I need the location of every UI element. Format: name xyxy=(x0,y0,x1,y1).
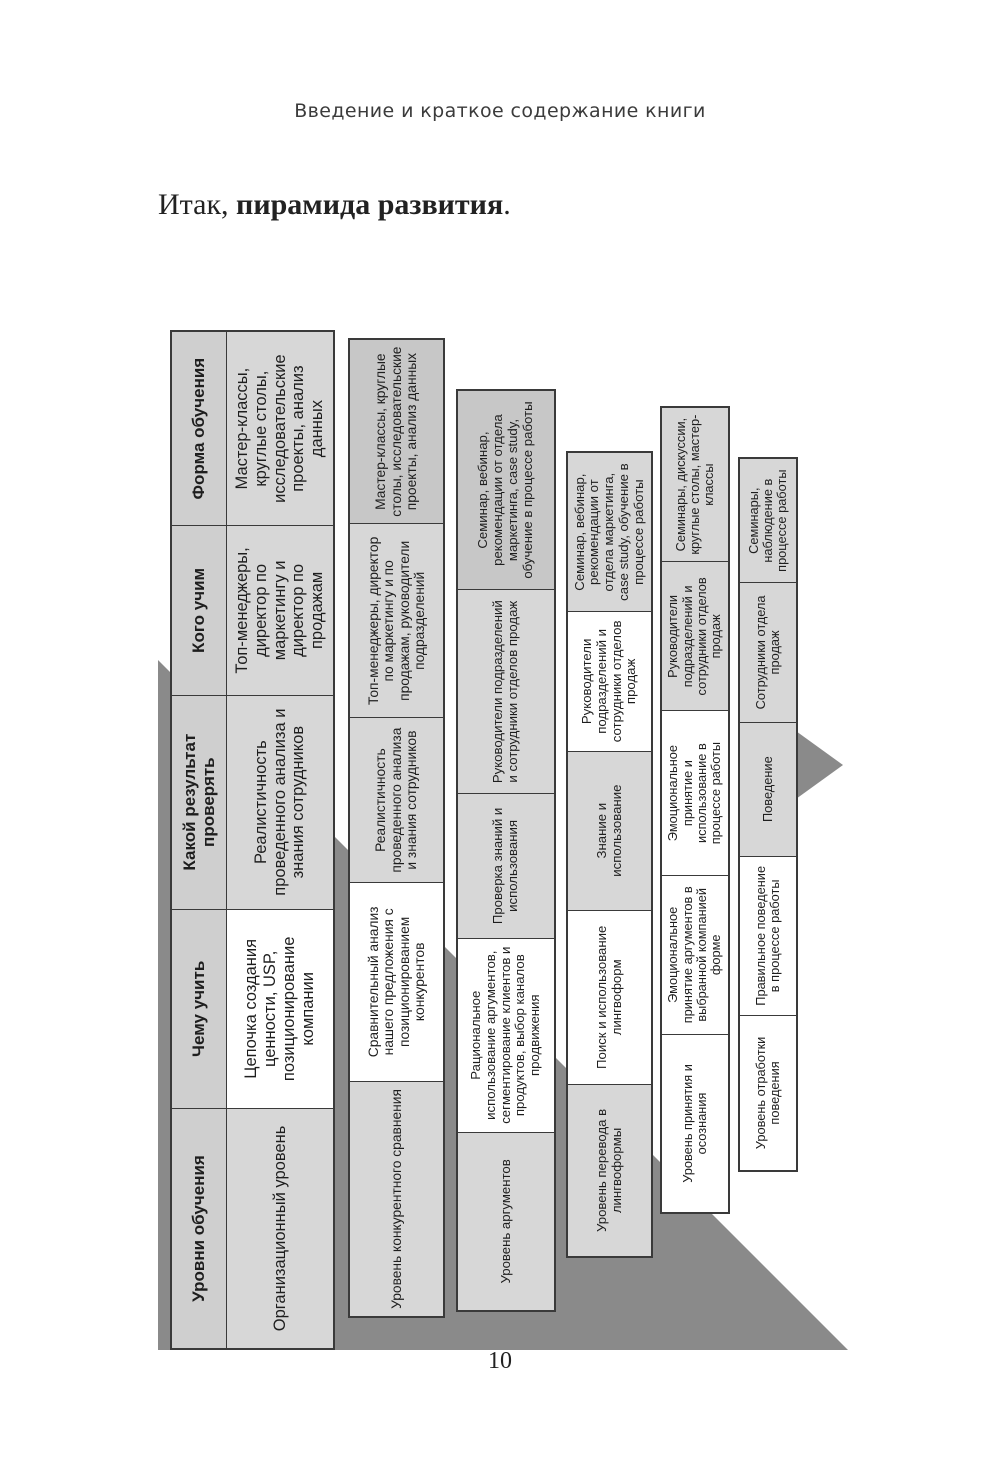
pyramid-cell-form: Семинары, наблюдение в процессе работы xyxy=(740,459,796,583)
pyramid-cell-level: Уровень отработки поведения xyxy=(740,1016,796,1170)
pyramid-cell-what: Рациональное использование аргументов, сегментирование клиентов и продуктов, выбор каналов продвижения xyxy=(458,939,554,1133)
pyramid-header-what: Чему учить xyxy=(172,910,227,1108)
pyramid-cell-who: Руководители подразделений и сотрудники отделов продаж xyxy=(568,612,651,751)
pyramid-cell-result: Эмоциональное принятие и использование в процессе работы xyxy=(662,712,728,876)
pyramid-header-form: Форма обучения xyxy=(172,332,227,525)
pyramid-cell-result: Поведение xyxy=(740,723,796,857)
pyramid-cell-form: Семинар, вебинар, рекомендации от отдела маркетинга, case study, обучение в процессе работы xyxy=(568,453,651,612)
intro-suffix: . xyxy=(503,188,511,221)
pyramid-cell-what: Сравнительный анализ нашего предложения с позиционированием конкурентов xyxy=(350,883,443,1082)
pyramid-rotated-content xyxy=(158,240,848,1350)
pyramid-cell-what: Эмоциональное принятие аргументов в выбранной компанией форме xyxy=(662,876,728,1035)
pyramid-header-who: Кого учим xyxy=(172,526,227,694)
pyramid-header-level: Уровни обучения xyxy=(172,1109,227,1348)
pyramid-cell-result: Знание и использование xyxy=(568,752,651,911)
intro-bold: пирамида развития xyxy=(236,188,504,221)
pyramid-cell-level: Организационный уровень xyxy=(227,1109,333,1348)
pyramid-column-result xyxy=(172,696,333,910)
pyramid-header-result: Какой результат проверять xyxy=(172,696,227,909)
pyramid-row xyxy=(348,338,445,1318)
pyramid-row xyxy=(660,406,730,1214)
pyramid-cell-who: Топ-менеджеры, директор по маркетингу и по продажам, руководители подразделений xyxy=(350,524,443,718)
pyramid-cell-form: Мастер-классы, круглые столы, исследовательские проекты, анализ данных xyxy=(227,332,333,525)
pyramid-column-level xyxy=(172,1109,333,1348)
pyramid-cell-who: Сотрудники отдела продаж xyxy=(740,583,796,722)
pyramid-row xyxy=(170,330,335,1350)
pyramid-cell-level: Уровень принятия и осознания xyxy=(662,1035,728,1212)
running-head: Введение и краткое содержание книги xyxy=(294,100,706,122)
pyramid-cell-what: Поиск и использование лингвоформ xyxy=(568,911,651,1085)
pyramid-column-who xyxy=(172,526,333,695)
pyramid-cell-what: Цепочка создания ценности, USP, позиционирование компании xyxy=(227,910,333,1108)
pyramid-cell-who: Руководители подразделений и сотрудники отделов продаж xyxy=(662,562,728,711)
pyramid-row xyxy=(456,389,556,1312)
page-number: 10 xyxy=(488,1348,512,1374)
pyramid-column-form xyxy=(172,332,333,526)
pyramid-cell-result: Реалистичность проведенного анализа и знания сотрудников xyxy=(350,718,443,882)
intro-prefix: Итак, xyxy=(158,188,237,221)
pyramid-cell-who: Топ-менеджеры, директор по маркетингу и директор по продажам xyxy=(227,526,333,694)
development-pyramid xyxy=(158,240,848,1350)
pyramid-cell-level: Уровень конкурентного сравнения xyxy=(350,1082,443,1316)
pyramid-cell-level: Уровень аргументов xyxy=(458,1133,554,1310)
pyramid-cell-level: Уровень перевода в лингвоформы xyxy=(568,1085,651,1256)
pyramid-row xyxy=(566,451,653,1258)
pyramid-row xyxy=(738,457,798,1172)
pyramid-cell-form: Мастер-классы, круглые столы, исследовательские проекты, анализ данных xyxy=(350,340,443,524)
pyramid-cell-who: Руководители подразделений и сотрудники отделов продаж xyxy=(458,590,554,794)
pyramid-column-what xyxy=(172,910,333,1109)
pyramid-cell-form: Семинар, вебинар, рекомендации от отдела маркетинга, case study, обучение в процессе работы xyxy=(458,391,554,590)
pyramid-cell-what: Правильное поведение в процессе работы xyxy=(740,857,796,1016)
pyramid-cell-result: Реалистичность проведенного анализа и знания сотрудников xyxy=(227,696,333,909)
pyramid-cell-result: Проверка знаний и использования xyxy=(458,794,554,938)
pyramid-cell-form: Семинары, дискуссии, круглые столы, мастер-классы xyxy=(662,408,728,562)
intro-sentence xyxy=(158,188,511,222)
